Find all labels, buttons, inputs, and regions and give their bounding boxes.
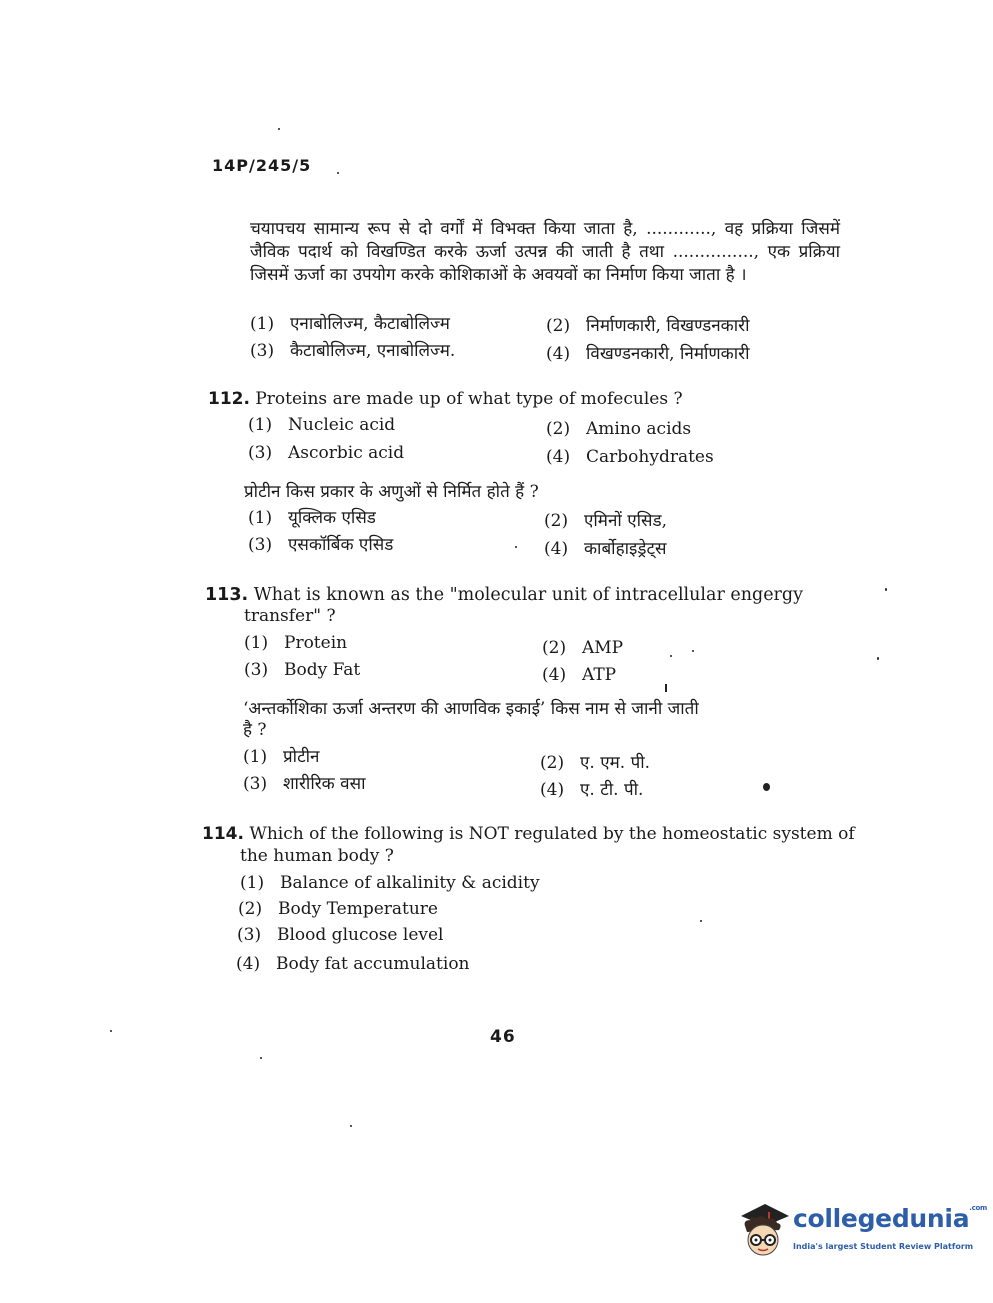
scan-speck: [700, 920, 702, 922]
option-number: (1): [240, 873, 265, 893]
scan-speck: [877, 657, 879, 660]
scan-speck: [278, 128, 280, 130]
option-text: AMP: [582, 638, 624, 658]
option-number: (3): [248, 443, 273, 463]
q113-stem: [205, 584, 803, 606]
page-number: 46: [490, 1027, 516, 1047]
option-number: (3): [250, 341, 275, 361]
collegedunia-logo[interactable]: [735, 1196, 987, 1266]
option-number: (2): [238, 899, 263, 919]
option-text: एनाबोलिज्म, कैटाबोलिज्म: [290, 314, 450, 334]
option-number: (2): [542, 638, 567, 658]
q113-hindi-stem: ‘अन्तर्कोशिका ऊर्जा अन्तरण की आणविक इकाई’ किस नाम से जानी जाती: [243, 699, 699, 719]
question-number: 114.: [202, 824, 244, 844]
scan-speck: [337, 172, 339, 174]
option-text: Body Fat: [284, 660, 361, 680]
mascot-icon: [735, 1196, 793, 1258]
option-text: Nucleic acid: [288, 415, 396, 435]
q112-option-3: [248, 442, 404, 464]
scan-speck: [665, 684, 667, 692]
q112-hindi-option-2: [544, 510, 667, 532]
option-text: Ascorbic acid: [288, 443, 405, 463]
paper-code: 14P/245/5: [212, 156, 312, 175]
q113-hindi-option-4: [540, 779, 643, 801]
scan-speck: [260, 1057, 262, 1059]
q112-hindi-option-1: [248, 507, 376, 529]
scan-speck: [515, 546, 517, 548]
option-text: Balance of alkalinity & acidity: [280, 873, 540, 893]
logo-suffix: .com: [969, 1204, 987, 1212]
option-number: (1): [248, 508, 273, 528]
option-number: (3): [244, 660, 269, 680]
question-text: Proteins are made up of what type of mofecules ?: [255, 389, 683, 409]
question-text: Which of the following is NOT regulated by the homeostatic system of: [249, 824, 855, 844]
option-number: (4): [544, 539, 569, 559]
option-number: (1): [244, 633, 269, 653]
option-text: Protein: [284, 633, 348, 653]
scan-speck: [763, 783, 770, 791]
logo-wordmark: [793, 1204, 987, 1233]
q113-hindi-option-2: [540, 752, 650, 774]
q112-hindi-option-4: [544, 538, 667, 560]
option-number: (2): [546, 419, 571, 439]
option-number: (4): [546, 447, 571, 467]
option-number: (3): [248, 535, 273, 555]
q112-option-1: [248, 414, 395, 436]
option-text: ATP: [582, 665, 617, 685]
q113-option-4: [542, 664, 616, 686]
q113-hindi-option-1: [243, 746, 319, 768]
q111-hindi-stem: चयापचय सामान्य रूप से दो वर्गों में विभक्त किया जाता है, ............, वह प्रक्रिया जिसमें जैविक पदार्थ को विखण्डित करके ऊर्जा उत्पन्न की जाती है तथा ..............., एक प्रक्रिया जिसमें ऊर्जा का उपयोग करके कोशिकाओं के अवयवों का निर्माण किया जाता है ।: [250, 219, 840, 285]
q111-option-1: [250, 313, 450, 335]
q114-option-1: [240, 872, 540, 894]
q113-hindi-stem-continued: है ?: [243, 720, 267, 740]
q112-hindi-option-3: [248, 534, 393, 556]
option-text: Body Temperature: [278, 899, 438, 919]
q112-stem: [208, 388, 683, 410]
scan-speck: [692, 650, 694, 652]
q114-option-4: [236, 953, 470, 975]
q112-hindi-stem: प्रोटीन किस प्रकार के अणुओं से निर्मित होते हैं ?: [244, 482, 539, 502]
option-number: (2): [540, 753, 565, 773]
option-text: एमिनों एसिड,: [584, 511, 668, 531]
option-text: कैटाबोलिज्म, एनाबोलिज्म.: [290, 341, 456, 361]
option-number: (2): [546, 316, 571, 336]
option-text: ए. एम. पी.: [580, 753, 651, 773]
option-text: Blood glucose level: [277, 925, 444, 945]
option-number: (3): [243, 774, 268, 794]
q114-stem: [202, 823, 855, 845]
option-text: Carbohydrates: [586, 447, 714, 467]
q113-option-2: [542, 637, 623, 659]
logo-wordmark-text: collegedunia: [793, 1204, 970, 1233]
option-text: विखण्डनकारी, निर्माणकारी: [586, 344, 750, 364]
q112-option-4: [546, 446, 714, 468]
option-number: (1): [243, 747, 268, 767]
q111-option-4: [546, 343, 750, 365]
q113-option-1: [244, 632, 347, 654]
option-number: (1): [248, 415, 273, 435]
option-text: Body fat accumulation: [276, 954, 470, 974]
scan-speck: [110, 1030, 112, 1032]
option-text: शारीरिक वसा: [283, 774, 366, 794]
scan-speck: [885, 588, 887, 591]
option-text: यूक्लिक एसिड: [288, 508, 376, 528]
option-number: (4): [540, 780, 565, 800]
option-number: (4): [546, 344, 571, 364]
q114-stem-continued: the human body ?: [240, 846, 394, 866]
question-text: What is known as the "molecular unit of intracellular engergy: [253, 585, 804, 605]
option-text: ए. टी. पी.: [580, 780, 644, 800]
q113-option-3: [244, 659, 360, 681]
option-text: प्रोटीन: [283, 747, 320, 767]
scan-speck: [670, 655, 672, 657]
option-number: (4): [236, 954, 261, 974]
q113-hindi-option-3: [243, 773, 365, 795]
option-number: (4): [542, 665, 567, 685]
option-text: एसकॉर्बिक एसिड: [288, 535, 394, 555]
q113-stem-continued: transfer" ?: [244, 606, 336, 626]
q111-option-2: [546, 315, 750, 337]
scan-speck: [350, 1125, 352, 1127]
logo-tagline: India's largest Student Review Platform: [793, 1242, 974, 1251]
option-text: निर्माणकारी, विखण्डनकारी: [586, 316, 750, 336]
q114-option-2: [238, 898, 438, 920]
option-number: (1): [250, 314, 275, 334]
question-number: 112.: [208, 389, 250, 409]
q112-option-2: [546, 418, 691, 440]
option-number: (3): [237, 925, 262, 945]
option-number: (2): [544, 511, 569, 531]
option-text: कार्बोहाइड्रेट्स: [584, 539, 667, 559]
question-number: 113.: [205, 585, 249, 605]
q114-option-3: [237, 924, 444, 946]
option-text: Amino acids: [586, 419, 692, 439]
q111-option-3: [250, 340, 455, 362]
